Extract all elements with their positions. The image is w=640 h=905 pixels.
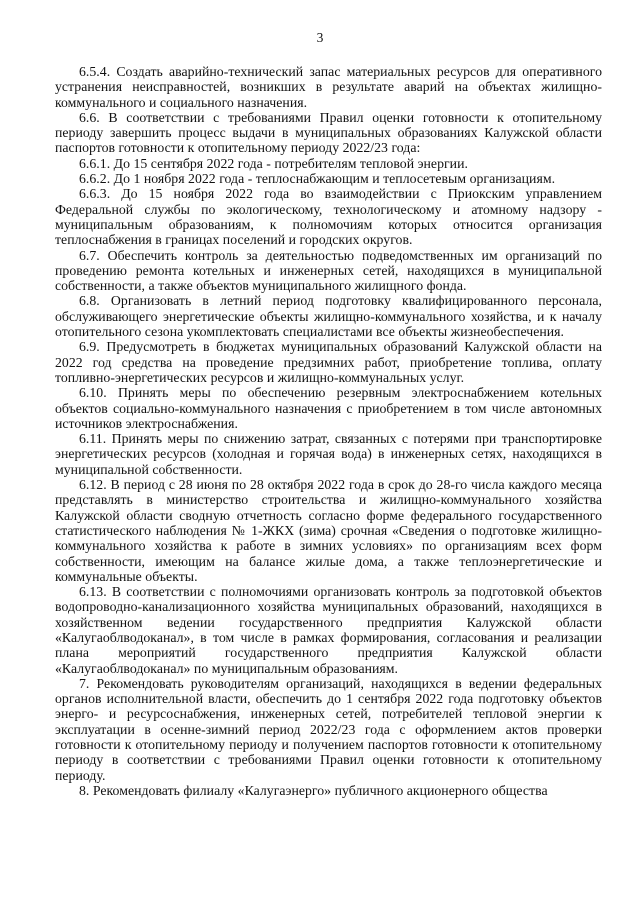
paragraph-6-13: 6.13. В соответствии с полномочиями организовать контроль за подготовкой объектов водопроводно-канализационного хозяйства муниципальных образований, находящихся в хозяйственном ведении государственного предприятия Калужской области «Калугаоблводоканал», в том числе в рамках формирования, согласования и реализации плана мероприятий государственного предприятия Калужской области «Калугаоблводоканал» по муниципальным образованиям. bbox=[55, 584, 602, 676]
paragraph-6-10: 6.10. Принять меры по обеспечению резервным электроснабжением котельных объектов социально-коммунального назначения с приобретением в том числе автономных источников электроснабжения. bbox=[55, 385, 602, 431]
paragraph-6-9: 6.9. Предусмотреть в бюджетах муниципальных образований Калужской области на 2022 год средства на проведение предзимних работ, приобретение топлива, оплату топливно-энергетических ресурсов и жилищно-коммунальных услуг. bbox=[55, 339, 602, 385]
paragraph-6-8: 6.8. Организовать в летний период подготовку квалифицированного персонала, обслуживающего энергетические объекты жилищно-коммунального хозяйства, и к началу отопительного сезона укомплектовать специалистами все объекты жизнеобеспечения. bbox=[55, 293, 602, 340]
paragraph-6-6: 6.6. В соответствии с требованиями Правил оценки готовности к отопительному периоду завершить процесс выдачи в муниципальных образованиях Калужской области паспортов готовности к отопительному периоду 2022/23 года: bbox=[55, 109, 602, 156]
paragraph-7: 7. Рекомендовать руководителям организаций, находящихся в ведении федеральных органов исполнительной власти, обеспечить до 1 сентября 2022 года подготовку объектов энерго- и ресурсоснабжения, инженерных сетей, потребителей тепловой энергии к эксплуатации в осенне-зимний период 2022/23 года с оформлением актов проверки готовности к отопительному периоду и получением паспортов готовности к отопительному периоду в соответствии с требованиями Правил оценки готовности к отопительному периоду. bbox=[55, 675, 602, 783]
paragraph-6-7: 6.7. Обеспечить контроль за деятельностью подведомственных им организаций по проведению ремонта котельных и инженерных сетей, находящихся в муниципальной собственности, а также объектов муниципального жилищного фонда. bbox=[55, 247, 602, 294]
paragraph-6-6-2: 6.6.2. До 1 ноября 2022 года - теплоснабжающим и теплосетевым организациям. bbox=[79, 171, 556, 187]
paragraph-8: 8. Рекомендовать филиалу «Калугаэнерго» публичного акционерного общества bbox=[79, 782, 548, 798]
page-number: 3 bbox=[316, 30, 324, 45]
paragraph-6-6-1: 6.6.1. До 15 сентября 2022 года - потребителям тепловой энергии. bbox=[79, 155, 468, 171]
paragraph-6-6-3: 6.6.3. До 15 ноября 2022 года во взаимодействии с Приокским управлением Федеральной службы по экологическому, технологическому и атомному надзору - муниципальным образованиям, к полномочиям которых относится организация теплоснабжения в границах поселений и городских округов. bbox=[55, 186, 602, 248]
document-body bbox=[55, 64, 602, 798]
paragraph-6-12: 6.12. В период с 28 июня по 28 октября 2022 года в срок до 28-го числа каждого месяца представлять в министерство строительства и жилищно-коммунального хозяйства Калужской области сводную отчетность согласно форме федерального государственного статистического наблюдения № 1-ЖКХ (зима) срочная «Сведения о подготовке жилищно-коммунального хозяйства к работе в зимних условиях» по организациям всех форм собственности, имеющим на балансе жилые дома, а также теплоэнергетические и коммунальные объекты. bbox=[55, 477, 602, 584]
paragraph-6-5-4: 6.5.4. Создать аварийно-технический запас материальных ресурсов для оперативного устранения неисправностей, возникших в результате аварий на объектах жилищно-коммунального и социального назначения. bbox=[55, 64, 602, 110]
paragraph-6-11: 6.11. Принять меры по снижению затрат, связанных с потерями при транспортировке энергетических ресурсов (холодная и горячая вода) в инженерных сетях, находящихся в муниципальной собственности. bbox=[55, 431, 602, 477]
